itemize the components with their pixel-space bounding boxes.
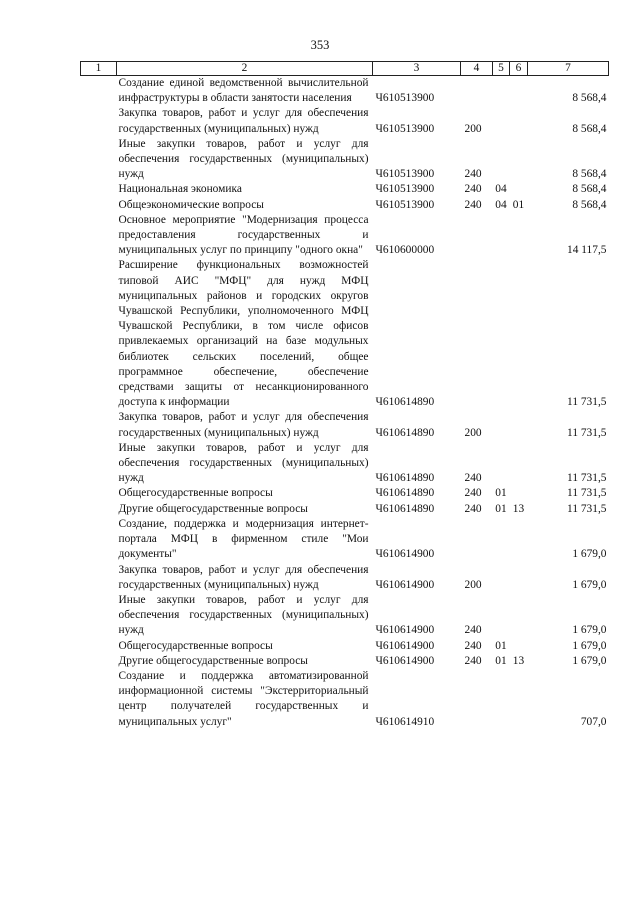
row-number-cell bbox=[81, 502, 117, 517]
header-col-4: 4 bbox=[461, 62, 493, 76]
row-target-code: Ч610614900 bbox=[375, 548, 435, 561]
row-subsection bbox=[510, 441, 528, 487]
row-target-code: Ч610600000 bbox=[375, 244, 435, 257]
row-section: 01 bbox=[495, 639, 507, 652]
row-target-code: Ч610614900 bbox=[375, 624, 435, 637]
row-expense-type bbox=[461, 669, 493, 730]
row-number-cell bbox=[81, 441, 117, 487]
row-subsection bbox=[510, 137, 528, 183]
table-row bbox=[81, 213, 609, 259]
header-row bbox=[81, 62, 609, 76]
table-row bbox=[81, 563, 609, 593]
row-amount: 1 679,0 bbox=[572, 624, 607, 637]
row-expense-type: 240 bbox=[464, 168, 482, 181]
row-target-code: Ч610614900 bbox=[375, 639, 435, 652]
row-target-code: Ч610513900 bbox=[375, 198, 435, 211]
row-subsection bbox=[510, 258, 528, 410]
row-amount: 11 731,5 bbox=[567, 487, 607, 500]
row-amount: 1 679,0 bbox=[572, 654, 607, 667]
row-subsection bbox=[510, 593, 528, 639]
row-amount: 8 568,4 bbox=[572, 92, 607, 105]
row-expense-type: 240 bbox=[464, 198, 482, 211]
row-number-cell bbox=[81, 654, 117, 669]
row-target-code: Ч610614900 bbox=[375, 578, 435, 591]
row-expense-type: 240 bbox=[464, 639, 482, 652]
row-amount: 11 731,5 bbox=[567, 396, 607, 409]
row-subsection bbox=[510, 213, 528, 259]
row-expense-type bbox=[461, 76, 493, 107]
row-target-code: Ч610614890 bbox=[375, 396, 435, 409]
row-subsection bbox=[510, 669, 528, 730]
table-row bbox=[81, 106, 609, 136]
budget-table bbox=[80, 61, 609, 730]
row-number-cell bbox=[81, 198, 117, 213]
row-amount: 11 731,5 bbox=[567, 502, 607, 515]
row-name: Общегосударственные вопросы bbox=[118, 639, 273, 652]
table-row bbox=[81, 137, 609, 183]
row-section bbox=[493, 441, 510, 487]
row-expense-type bbox=[461, 258, 493, 410]
row-number-cell bbox=[81, 213, 117, 259]
header-col-5: 5 bbox=[493, 62, 510, 76]
row-number-cell bbox=[81, 517, 117, 563]
row-section bbox=[493, 213, 510, 259]
row-number-cell bbox=[81, 593, 117, 639]
row-name: Иные закупки товаров, работ и услуг для обеспечения государственных (муниципальных) нужд bbox=[118, 441, 369, 485]
row-name: Создание, поддержка и модернизация интернет-портала МФЦ в фирменном стиле "Мои документы" bbox=[118, 517, 369, 561]
row-section: 01 bbox=[495, 654, 507, 667]
row-amount: 1 679,0 bbox=[572, 548, 607, 561]
row-target-code: Ч610614890 bbox=[375, 426, 435, 439]
row-subsection bbox=[510, 106, 528, 136]
row-number-cell bbox=[81, 669, 117, 730]
row-subsection: 01 bbox=[512, 198, 525, 211]
row-number-cell bbox=[81, 258, 117, 410]
row-amount: 8 568,4 bbox=[572, 183, 607, 196]
row-target-code: Ч610513900 bbox=[375, 92, 435, 105]
row-number-cell bbox=[81, 182, 117, 197]
row-section: 01 bbox=[495, 502, 507, 515]
row-name: Общегосударственные вопросы bbox=[118, 487, 273, 500]
row-section bbox=[493, 137, 510, 183]
row-name: Иные закупки товаров, работ и услуг для обеспечения государственных (муниципальных) нужд bbox=[118, 137, 369, 181]
row-name: Другие общегосударственные вопросы bbox=[118, 654, 308, 667]
row-name: Общеэкономические вопросы bbox=[118, 198, 264, 211]
row-expense-type: 240 bbox=[464, 472, 482, 485]
table-row bbox=[81, 517, 609, 563]
row-number-cell bbox=[81, 486, 117, 501]
row-amount: 8 568,4 bbox=[572, 168, 607, 181]
table-row bbox=[81, 258, 609, 410]
table-row bbox=[81, 654, 609, 669]
row-expense-type: 200 bbox=[464, 578, 482, 591]
row-number-cell bbox=[81, 639, 117, 654]
header-col-2: 2 bbox=[117, 62, 373, 76]
row-expense-type: 240 bbox=[464, 183, 482, 196]
row-name: Создание и поддержка автоматизированной информационной системы "Экстерриториальный центр получателей государственных и муниципальных услуг" bbox=[118, 669, 369, 728]
row-section bbox=[493, 76, 510, 107]
row-expense-type: 240 bbox=[464, 487, 482, 500]
row-number-cell bbox=[81, 563, 117, 593]
row-name: Расширение функциональных возможностей типовой АИС "МФЦ" для нужд МФЦ муниципальных районов и городских округов Чувашской Республики, уполномоченного МФЦ Чувашской Республики, в том числе офисов привлекаемых организаций на базе модульных библиотек сельских поселений, общее программное обеспечение, обеспечение средствами защиты от несанкционированного доступа к информации bbox=[118, 259, 369, 409]
row-expense-type: 240 bbox=[464, 624, 482, 637]
row-target-code: Ч610513900 bbox=[375, 168, 435, 181]
row-number-cell bbox=[81, 106, 117, 136]
row-name: Создание единой ведомственной вычислительной инфраструктуры в области занятости населения bbox=[118, 77, 369, 105]
row-amount: 8 568,4 bbox=[572, 198, 607, 211]
row-expense-type: 240 bbox=[464, 502, 482, 515]
header-col-1: 1 bbox=[81, 62, 117, 76]
row-target-code: Ч610614910 bbox=[375, 715, 435, 728]
table-row bbox=[81, 182, 609, 197]
header-col-3: 3 bbox=[373, 62, 461, 76]
row-number-cell bbox=[81, 410, 117, 440]
row-subsection bbox=[510, 639, 528, 654]
row-section: 04 bbox=[495, 198, 507, 211]
row-target-code: Ч610614900 bbox=[375, 654, 435, 667]
page-number: 353 bbox=[310, 38, 330, 52]
row-number-cell bbox=[81, 76, 117, 107]
row-subsection: 13 bbox=[512, 502, 525, 515]
row-amount: 707,0 bbox=[580, 715, 607, 728]
row-section bbox=[493, 258, 510, 410]
row-section bbox=[493, 517, 510, 563]
row-section bbox=[493, 563, 510, 593]
row-expense-type bbox=[461, 213, 493, 259]
row-amount: 11 731,5 bbox=[567, 426, 607, 439]
row-expense-type bbox=[461, 517, 493, 563]
row-expense-type: 200 bbox=[464, 122, 482, 135]
table-row bbox=[81, 410, 609, 440]
row-expense-type: 240 bbox=[464, 654, 482, 667]
row-target-code: Ч610513900 bbox=[375, 183, 435, 196]
header-col-6: 6 bbox=[510, 62, 528, 76]
row-section bbox=[493, 410, 510, 440]
row-name: Национальная экономика bbox=[118, 183, 242, 196]
row-amount: 8 568,4 bbox=[572, 122, 607, 135]
row-amount: 1 679,0 bbox=[572, 578, 607, 591]
row-target-code: Ч610513900 bbox=[375, 122, 435, 135]
row-amount: 1 679,0 bbox=[572, 639, 607, 652]
row-subsection bbox=[510, 410, 528, 440]
row-target-code: Ч610614890 bbox=[375, 487, 435, 500]
row-name: Иные закупки товаров, работ и услуг для обеспечения государственных (муниципальных) нужд bbox=[118, 593, 369, 637]
table-row bbox=[81, 593, 609, 639]
table-row bbox=[81, 441, 609, 487]
row-name: Основное мероприятие "Модернизация процесса предоставления государственных и муниципальных услуг по принципу "одного окна" bbox=[118, 213, 369, 257]
row-subsection bbox=[510, 76, 528, 107]
row-section bbox=[493, 106, 510, 136]
table-row bbox=[81, 669, 609, 730]
row-amount: 11 731,5 bbox=[567, 472, 607, 485]
row-subsection bbox=[510, 517, 528, 563]
row-subsection bbox=[510, 182, 528, 197]
row-target-code: Ч610614890 bbox=[375, 502, 435, 515]
table-row bbox=[81, 486, 609, 501]
row-subsection bbox=[510, 486, 528, 501]
row-target-code: Ч610614890 bbox=[375, 472, 435, 485]
row-name: Закупка товаров, работ и услуг для обеспечения государственных (муниципальных) нужд bbox=[118, 563, 369, 591]
row-amount: 14 117,5 bbox=[567, 244, 607, 257]
row-section: 04 bbox=[495, 183, 507, 196]
row-section bbox=[493, 593, 510, 639]
table-row bbox=[81, 76, 609, 107]
row-number-cell bbox=[81, 137, 117, 183]
row-name: Закупка товаров, работ и услуг для обеспечения государственных (муниципальных) нужд bbox=[118, 107, 369, 135]
row-name: Другие общегосударственные вопросы bbox=[118, 502, 308, 515]
row-subsection bbox=[510, 563, 528, 593]
row-section bbox=[493, 669, 510, 730]
row-expense-type: 200 bbox=[464, 426, 482, 439]
header-col-7: 7 bbox=[528, 62, 609, 76]
table-row bbox=[81, 198, 609, 213]
table-row bbox=[81, 639, 609, 654]
table-row bbox=[81, 502, 609, 517]
row-subsection: 13 bbox=[512, 654, 525, 667]
row-section: 01 bbox=[495, 487, 507, 500]
row-name: Закупка товаров, работ и услуг для обеспечения государственных (муниципальных) нужд bbox=[118, 411, 369, 439]
